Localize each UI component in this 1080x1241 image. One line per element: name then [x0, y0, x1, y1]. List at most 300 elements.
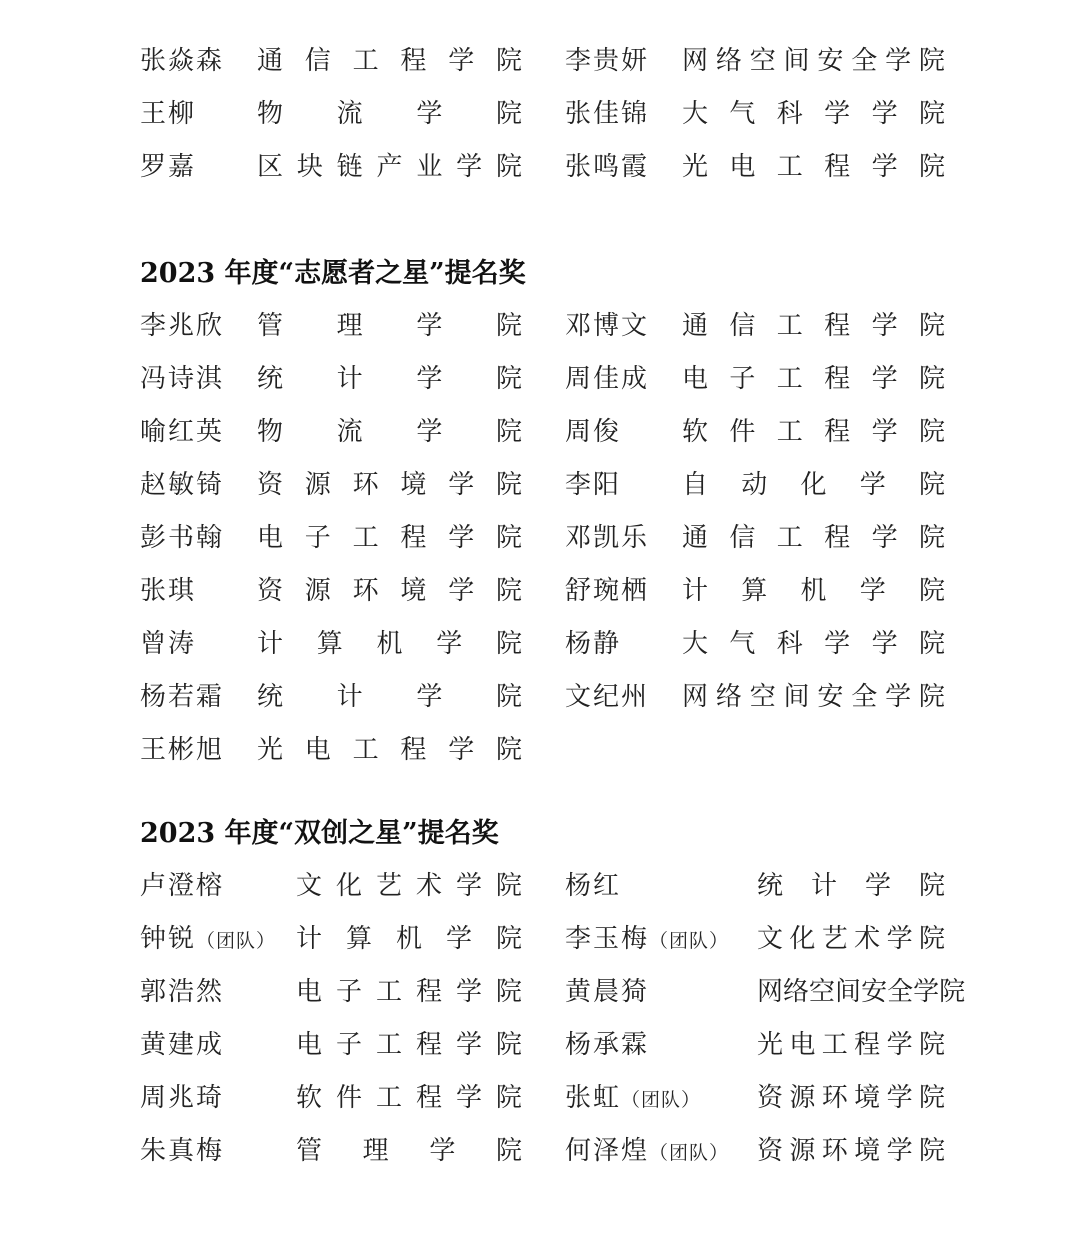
college-char: 光 [757, 1030, 784, 1060]
college-name [296, 860, 522, 913]
college-char: 络 [783, 977, 810, 1007]
college-char: 学 [886, 1030, 913, 1060]
college-char: 程 [400, 46, 427, 76]
college-char: 学 [455, 1030, 482, 1060]
college-name [757, 1019, 945, 1072]
list-row [0, 300, 1080, 353]
college-char: 院 [495, 523, 522, 553]
college-name [257, 406, 522, 459]
college-char: 统 [257, 364, 284, 394]
college-name [682, 35, 945, 88]
student-name: 杨静 [565, 629, 622, 659]
student-name: 赵敏锜 [140, 470, 225, 500]
college-char: 学 [871, 152, 898, 182]
college-char: 安 [817, 682, 844, 712]
college-char: 学 [871, 99, 898, 129]
college-name [682, 724, 945, 777]
college-char: 间 [783, 46, 810, 76]
college-name [257, 459, 522, 512]
college-char: 学 [886, 1083, 913, 1113]
college-char: 安 [817, 46, 844, 76]
team-tag: （团队） [621, 1089, 702, 1111]
college-char: 文 [757, 924, 784, 954]
college-char: 通 [257, 46, 284, 76]
college-char: 学 [886, 1136, 913, 1166]
student-name-cell [565, 1072, 745, 1125]
college-char: 学 [455, 871, 482, 901]
college-char: 算 [316, 629, 343, 659]
list-row [0, 406, 1080, 459]
college-char: 院 [918, 576, 945, 606]
college-char: 术 [415, 871, 442, 901]
college-char: 院 [495, 924, 522, 954]
student-name: 李阳 [565, 470, 622, 500]
college-char: 工 [375, 1083, 402, 1113]
college-char: 大 [682, 629, 709, 659]
college-char: 件 [335, 1083, 362, 1113]
college-char: 院 [918, 46, 945, 76]
college-char: 学 [436, 629, 463, 659]
college-char: 环 [821, 1083, 848, 1113]
student-name: 钟锐 [140, 924, 197, 954]
college-char: 工 [352, 46, 379, 76]
college-char: 计 [810, 871, 837, 901]
college-char: 计 [336, 682, 363, 712]
college-char: 程 [824, 311, 851, 341]
college-char: 工 [776, 523, 803, 553]
student-name-cell [565, 860, 745, 913]
college-char: 机 [376, 629, 403, 659]
college-char: 工 [776, 311, 803, 341]
college-char: 空 [749, 682, 776, 712]
college-char: 统 [757, 871, 784, 901]
college-char: 链 [336, 152, 363, 182]
list-row [0, 860, 1080, 913]
college-char: 院 [495, 99, 522, 129]
college-char: 件 [729, 417, 756, 447]
college-char: 院 [918, 364, 945, 394]
college-char: 电 [682, 364, 709, 394]
college-char: 网 [757, 977, 784, 1007]
college-char: 子 [335, 1030, 362, 1060]
college-char: 院 [918, 417, 945, 447]
college-char: 源 [789, 1083, 816, 1113]
college-name [682, 459, 945, 512]
college-name [257, 353, 522, 406]
college-char: 程 [400, 523, 427, 553]
college-char: 学 [456, 152, 483, 182]
college-char: 管 [296, 1136, 323, 1166]
college-char: 化 [335, 871, 362, 901]
college-char: 资 [757, 1083, 784, 1113]
college-char: 络 [715, 46, 742, 76]
college-char: 学 [885, 46, 912, 76]
college-name [296, 966, 522, 1019]
college-name [682, 565, 945, 618]
college-name [682, 671, 945, 724]
student-name: 周兆琦 [140, 1083, 225, 1113]
college-char: 计 [336, 364, 363, 394]
college-char: 程 [415, 977, 442, 1007]
college-char: 境 [400, 470, 427, 500]
college-char: 大 [682, 99, 709, 129]
college-char: 电 [789, 1030, 816, 1060]
college-char: 资 [757, 1136, 784, 1166]
college-name [296, 1125, 522, 1178]
college-char: 区 [257, 152, 284, 182]
student-name: 杨红 [565, 871, 622, 901]
college-char: 理 [362, 1136, 389, 1166]
college-char: 学 [448, 576, 475, 606]
college-char: 院 [495, 1136, 522, 1166]
college-name [682, 141, 945, 194]
student-name: 张琪 [140, 576, 197, 606]
college-char: 程 [824, 364, 851, 394]
student-name-cell [565, 913, 745, 966]
college-name [757, 966, 966, 1019]
college-char: 艺 [375, 871, 402, 901]
college-char: 算 [741, 576, 768, 606]
list-row [0, 459, 1080, 512]
college-char: 子 [729, 364, 756, 394]
college-name [257, 724, 522, 777]
college-name [257, 35, 522, 88]
college-char: 机 [800, 576, 827, 606]
college-char: 院 [918, 311, 945, 341]
college-char: 电 [257, 523, 284, 553]
list-row [0, 724, 1080, 777]
college-char: 电 [304, 735, 331, 765]
student-name: 张鸣霞 [565, 152, 650, 182]
college-char: 源 [789, 1136, 816, 1166]
college-char: 全 [887, 977, 914, 1007]
college-char: 光 [682, 152, 709, 182]
college-char: 院 [918, 924, 945, 954]
student-name: 舒琬栖 [565, 576, 650, 606]
college-char: 院 [918, 871, 945, 901]
college-char: 术 [854, 924, 881, 954]
college-char: 学 [429, 1136, 456, 1166]
student-name: 杨若霜 [140, 682, 225, 712]
college-char: 信 [304, 46, 331, 76]
college-char: 子 [335, 977, 362, 1007]
college-name [257, 671, 522, 724]
college-char: 工 [375, 1030, 402, 1060]
college-char: 气 [729, 99, 756, 129]
college-char: 安 [861, 977, 888, 1007]
college-char: 工 [821, 1030, 848, 1060]
student-name-cell [140, 966, 290, 1019]
college-char: 计 [682, 576, 709, 606]
college-name [257, 618, 522, 671]
college-char: 学 [885, 682, 912, 712]
college-name [757, 913, 945, 966]
college-char: 院 [495, 364, 522, 394]
college-name [682, 618, 945, 671]
section-heading: 2023 年度“双创之星”提名奖 [140, 818, 499, 849]
college-char: 环 [352, 470, 379, 500]
student-name: 张虹 [565, 1083, 622, 1113]
college-char: 空 [809, 977, 836, 1007]
college-char: 理 [336, 311, 363, 341]
college-char: 全 [851, 46, 878, 76]
list-row [0, 618, 1080, 671]
college-char: 全 [851, 682, 878, 712]
college-char: 学 [824, 99, 851, 129]
college-char: 院 [495, 470, 522, 500]
student-name: 邓凯乐 [565, 523, 650, 553]
student-name: 喻红英 [140, 417, 225, 447]
student-name: 李兆欣 [140, 311, 225, 341]
list-row [0, 913, 1080, 966]
college-char: 院 [495, 1083, 522, 1113]
college-char: 化 [800, 470, 827, 500]
student-name-cell [140, 1125, 290, 1178]
college-char: 学 [871, 311, 898, 341]
college-char: 院 [495, 871, 522, 901]
student-name: 朱真梅 [140, 1136, 225, 1166]
team-tag: （团队） [649, 930, 730, 952]
student-name: 王彬旭 [140, 735, 225, 765]
college-char: 学 [416, 99, 443, 129]
college-char: 软 [682, 417, 709, 447]
college-char: 环 [821, 1136, 848, 1166]
college-char: 学 [871, 364, 898, 394]
college-name [757, 1125, 945, 1178]
college-char: 科 [776, 629, 803, 659]
college-char: 物 [257, 99, 284, 129]
college-char: 学 [416, 417, 443, 447]
college-char: 院 [918, 470, 945, 500]
college-char: 流 [336, 417, 363, 447]
college-char: 络 [715, 682, 742, 712]
student-name: 卢澄榕 [140, 871, 225, 901]
college-name [682, 300, 945, 353]
college-char: 程 [824, 152, 851, 182]
student-name: 李玉梅 [565, 924, 650, 954]
college-char: 院 [495, 629, 522, 659]
college-char: 软 [296, 1083, 323, 1113]
college-char: 境 [400, 576, 427, 606]
college-char: 源 [304, 470, 331, 500]
college-char: 程 [824, 417, 851, 447]
college-char: 程 [824, 523, 851, 553]
list-row [0, 88, 1080, 141]
college-char: 网 [682, 46, 709, 76]
college-char: 学 [416, 364, 443, 394]
student-name: 彭书翰 [140, 523, 225, 553]
college-char: 子 [304, 523, 331, 553]
college-char: 动 [741, 470, 768, 500]
college-char: 间 [835, 977, 862, 1007]
college-char: 间 [783, 682, 810, 712]
list-row [0, 512, 1080, 565]
college-char: 程 [415, 1083, 442, 1113]
college-name [257, 300, 522, 353]
college-char: 学 [448, 470, 475, 500]
college-char: 学 [445, 924, 472, 954]
list-row [0, 1125, 1080, 1178]
college-char: 块 [296, 152, 323, 182]
college-char: 院 [495, 417, 522, 447]
college-char: 光 [257, 735, 284, 765]
student-name-cell [140, 1019, 290, 1072]
college-char: 艺 [821, 924, 848, 954]
college-char: 院 [495, 735, 522, 765]
college-char: 院 [495, 46, 522, 76]
student-name: 黄建成 [140, 1030, 225, 1060]
college-char: 空 [749, 46, 776, 76]
college-char: 资 [257, 470, 284, 500]
college-name [257, 88, 522, 141]
college-name [682, 88, 945, 141]
college-char: 学 [871, 523, 898, 553]
college-char: 境 [854, 1083, 881, 1113]
college-char: 机 [395, 924, 422, 954]
college-char: 管 [257, 311, 284, 341]
student-name: 李贵妍 [565, 46, 650, 76]
college-name [682, 353, 945, 406]
college-char: 院 [495, 152, 522, 182]
student-name: 郭浩然 [140, 977, 225, 1007]
list-row [0, 966, 1080, 1019]
section-heading: 2023 年度“志愿者之星”提名奖 [140, 258, 526, 289]
college-char: 学 [871, 417, 898, 447]
college-char: 科 [776, 99, 803, 129]
college-char: 院 [918, 523, 945, 553]
college-char: 院 [495, 576, 522, 606]
college-char: 气 [729, 629, 756, 659]
college-char: 电 [296, 977, 323, 1007]
student-name: 周俊 [565, 417, 622, 447]
college-char: 资 [257, 576, 284, 606]
college-char: 学 [455, 977, 482, 1007]
college-char: 物 [257, 417, 284, 447]
college-name [682, 512, 945, 565]
college-name [757, 1072, 945, 1125]
college-char: 程 [415, 1030, 442, 1060]
list-row [0, 35, 1080, 88]
college-char: 自 [682, 470, 709, 500]
college-char: 学 [859, 576, 886, 606]
college-char: 通 [682, 311, 709, 341]
college-name [682, 406, 945, 459]
student-name: 王柳 [140, 99, 197, 129]
college-char: 工 [375, 977, 402, 1007]
college-char: 学 [455, 1083, 482, 1113]
college-name [296, 913, 522, 966]
college-name [296, 1019, 522, 1072]
college-char: 程 [854, 1030, 881, 1060]
college-char: 电 [296, 1030, 323, 1060]
student-name: 杨承霖 [565, 1030, 650, 1060]
college-char: 学 [448, 46, 475, 76]
student-name-cell [565, 966, 745, 1019]
student-name-cell [140, 913, 290, 966]
college-char: 学 [416, 311, 443, 341]
college-char: 境 [854, 1136, 881, 1166]
college-char: 院 [495, 977, 522, 1007]
college-char: 学 [448, 735, 475, 765]
college-char: 通 [682, 523, 709, 553]
college-name [757, 860, 945, 913]
college-char: 学 [871, 629, 898, 659]
student-name: 张佳锦 [565, 99, 650, 129]
college-char: 网 [682, 682, 709, 712]
student-name: 冯诗淇 [140, 364, 225, 394]
student-name: 黄晨猗 [565, 977, 650, 1007]
student-name: 曾涛 [140, 629, 197, 659]
student-name-cell [565, 1019, 745, 1072]
list-row [0, 1072, 1080, 1125]
college-name [296, 1072, 522, 1125]
list-row [0, 141, 1080, 194]
student-name-cell [565, 1125, 745, 1178]
college-name [257, 141, 522, 194]
college-char: 工 [776, 364, 803, 394]
student-name: 何泽煌 [565, 1136, 650, 1166]
college-char: 院 [918, 99, 945, 129]
college-name [257, 565, 522, 618]
college-char: 工 [352, 523, 379, 553]
college-char: 学 [886, 924, 913, 954]
college-char: 流 [336, 99, 363, 129]
college-char: 文 [296, 871, 323, 901]
student-name-cell [140, 1072, 290, 1125]
college-char: 环 [352, 576, 379, 606]
college-char: 工 [352, 735, 379, 765]
college-char: 院 [918, 1136, 945, 1166]
college-char: 源 [304, 576, 331, 606]
college-char: 业 [416, 152, 443, 182]
college-char: 电 [729, 152, 756, 182]
student-name: 罗嘉 [140, 152, 197, 182]
college-char: 计 [296, 924, 323, 954]
college-char: 院 [918, 629, 945, 659]
college-char: 学 [859, 470, 886, 500]
list-row [0, 565, 1080, 618]
college-char: 院 [918, 1083, 945, 1113]
college-char: 学 [824, 629, 851, 659]
college-char: 工 [776, 417, 803, 447]
college-char: 学 [448, 523, 475, 553]
college-char: 院 [495, 311, 522, 341]
college-char: 统 [257, 682, 284, 712]
college-char: 产 [376, 152, 403, 182]
college-char: 院 [495, 682, 522, 712]
list-row [0, 353, 1080, 406]
team-tag: （团队） [196, 930, 277, 952]
college-char: 院 [495, 1030, 522, 1060]
college-char: 化 [789, 924, 816, 954]
college-char: 学 [913, 977, 940, 1007]
college-char: 信 [729, 523, 756, 553]
college-char: 学 [416, 682, 443, 712]
student-name: 周佳成 [565, 364, 650, 394]
college-char: 院 [939, 977, 966, 1007]
college-char: 工 [776, 152, 803, 182]
college-char: 计 [257, 629, 284, 659]
college-char: 院 [918, 682, 945, 712]
student-name: 文纪州 [565, 682, 650, 712]
student-name-cell [140, 860, 290, 913]
student-name: 张焱森 [140, 46, 225, 76]
list-row [0, 1019, 1080, 1072]
team-tag: （团队） [649, 1142, 730, 1164]
college-char: 信 [729, 311, 756, 341]
college-char: 算 [345, 924, 372, 954]
college-char: 院 [918, 152, 945, 182]
